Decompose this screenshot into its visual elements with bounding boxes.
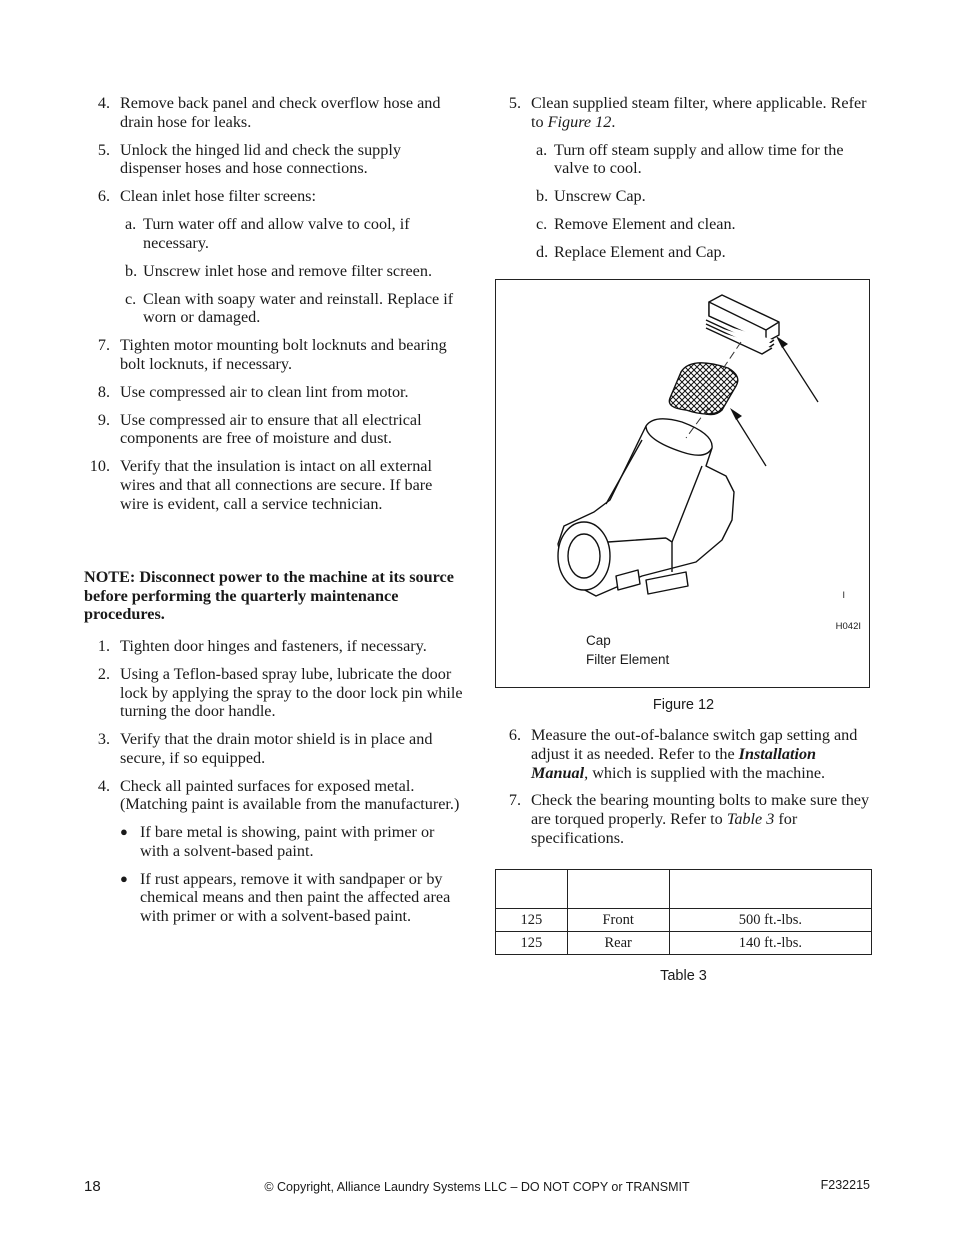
sub-list-item: a. Turn water off and allow valve to cool, if necessary. <box>125 215 410 252</box>
callout-cap: Cap <box>586 632 611 648</box>
list-item: 2. Using a Teflon-based spray lube, lubricate the door lock by applying the spray to the door lock pin while turning the door handle. <box>97 664 463 721</box>
list-item: 6. Clean inlet hose filter screens: <box>97 187 316 206</box>
figure-reference: Figure 12 <box>547 112 612 131</box>
table-cell: 140 ft.-lbs. <box>669 932 871 955</box>
table-row <box>496 909 872 932</box>
note-text: NOTE: Disconnect power to the machine at its source before performing the quarterly maintenance procedures. <box>84 568 454 624</box>
bullet-item: ● If rust appears, remove it with sandpaper or by chemical means and then paint the affected area with primer or with a solvent-based paint. <box>120 869 451 926</box>
sub-list-item: a. Turn off steam supply and allow time for the valve to cool. <box>536 140 844 178</box>
left-column <box>84 94 464 935</box>
cap-icon <box>706 295 779 354</box>
torque-table <box>495 869 872 955</box>
sub-list-item: b. Unscrew inlet hose and remove filter screen. <box>125 261 433 280</box>
callout-filter-element: Filter Element <box>586 651 670 667</box>
figure-mark: I <box>842 589 845 600</box>
page-number: 18 <box>84 1178 101 1195</box>
steam-filter-illustration <box>496 280 871 689</box>
table-header-cell <box>567 870 669 909</box>
list-item: 10. Verify that the insulation is intact on all external wires and that all connections are secure. If bare wire is evident, call a service technician. <box>89 457 433 513</box>
list-item: 1. Tighten door hinges and fasteners, if necessary. <box>97 636 427 655</box>
sub-list-item: c. Clean with soapy water and reinstall. Replace if worn or damaged. <box>125 289 454 327</box>
valve-body-icon <box>558 419 734 596</box>
right-column <box>495 94 872 998</box>
bullet-item: ● If bare metal is showing, paint with primer or with a solvent-based paint. <box>120 823 435 860</box>
list-item: 9. Use compressed air to ensure that all electrical components are free of moisture and dust. <box>97 410 422 448</box>
bullet-icon: ● <box>120 824 128 840</box>
list-item: 5. Unlock the hinged lid and check the supply dispenser hoses and hose connections. <box>97 140 401 178</box>
sub-list-item: d. Replace Element and Cap. <box>536 243 726 262</box>
table-row <box>496 932 872 955</box>
list-item: 8. Use compressed air to clean lint from motor. <box>97 382 409 401</box>
table-header-cell <box>496 870 568 909</box>
list-item: 6. Measure the out-of-balance switch gap setting and adjust it as needed. Refer to the Installation Manual, which is supplied with the machine. <box>508 726 858 782</box>
table-cell: 125 <box>496 932 568 955</box>
table-cell: 125 <box>496 909 568 932</box>
list-item: 7. Check the bearing mounting bolts to make sure they are torqued properly. Refer to Table 3 for specifications. <box>508 791 870 847</box>
figure-12-box <box>495 279 870 688</box>
document-code: F232215 <box>820 1178 870 1192</box>
bullet-icon: ● <box>120 870 128 886</box>
filter-element-icon <box>669 363 737 415</box>
list-item: 4. Remove back panel and check overflow hose and drain hose for leaks. <box>97 94 441 131</box>
figure-code: H042I <box>835 620 861 632</box>
sub-list-item: b. Unscrew Cap. <box>536 187 646 206</box>
list-item: 7. Tighten motor mounting bolt locknuts and bearing bolt locknuts, if necessary. <box>97 336 447 373</box>
list-item: 4. Check all painted surfaces for exposed metal. (Matching paint is available from the manufacturer.) <box>97 776 460 814</box>
list-item: 3. Verify that the drain motor shield is in place and secure, if so equipped. <box>97 730 433 767</box>
table-header-row <box>496 870 872 909</box>
table-cell: 500 ft.-lbs. <box>669 909 871 932</box>
table-cell: Front <box>567 909 669 932</box>
sub-list-item: c. Remove Element and clean. <box>536 215 736 234</box>
list-item: 5. Clean supplied steam filter, where applicable. Refer to Figure 12. <box>508 94 867 131</box>
manual-reference: Installation Manual <box>531 744 817 782</box>
table-reference: Table 3 <box>726 810 775 829</box>
table-cell: Rear <box>567 932 669 955</box>
copyright-notice: © Copyright, Alliance Laundry Systems LLC – DO NOT COPY or TRANSMIT <box>264 1180 690 1194</box>
table-caption: Table 3 <box>660 968 707 985</box>
table-header-cell <box>669 870 871 909</box>
figure-caption: Figure 12 <box>652 696 715 713</box>
